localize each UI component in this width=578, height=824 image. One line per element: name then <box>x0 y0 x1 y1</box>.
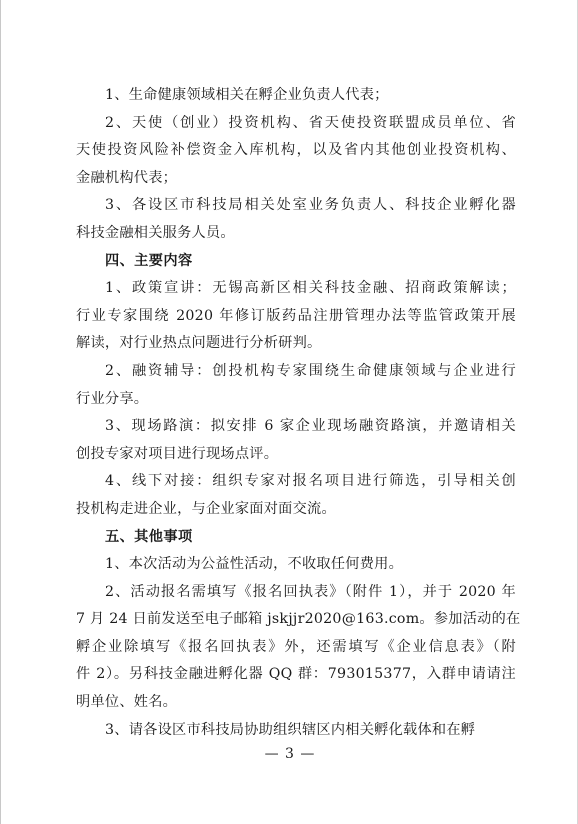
text-line: 2、活动报名需填写《报名回执表》（附件 1），并于 2020 年 <box>105 583 516 600</box>
paragraph <box>76 358 516 413</box>
text-line: 行业专家围绕 2020 年修订版药品注册管理办法等监管政策开展 <box>76 307 516 324</box>
paragraph <box>76 413 516 468</box>
heading-line: 五、其他事项 <box>105 528 193 545</box>
text-line: 天使投资风险补偿资金入库机构，以及省内其他创业投资机构、 <box>76 142 516 159</box>
text-line: 行业分享。 <box>76 390 149 407</box>
page-number: — 3 — <box>264 746 316 762</box>
document-body <box>76 82 521 744</box>
paragraph <box>76 110 516 193</box>
section-heading <box>76 524 516 552</box>
text-line: 3、各设区市科技局相关处室业务负责人、科技企业孵化器 <box>105 197 516 214</box>
paragraph <box>76 192 516 247</box>
text-line: 明单位、姓名。 <box>76 694 178 711</box>
paragraph <box>76 468 516 523</box>
heading-line: 四、主要内容 <box>105 252 193 269</box>
text-line: 7 月 24 日前发送至电子邮箱 jskjjr2020@163.com。参加活动的在 <box>76 611 521 628</box>
paragraph <box>76 82 516 110</box>
text-line: 3、现场路演：拟安排 6 家企业现场融资路演，并邀请相关 <box>105 418 516 435</box>
text-line: 科技金融相关服务人员。 <box>76 224 235 241</box>
text-line: 创投专家对项目进行现场点评。 <box>76 445 279 462</box>
text-line: 金融机构代表； <box>76 169 178 186</box>
text-line: 2、天使（创业）投资机构、省天使投资联盟成员单位、省 <box>105 114 516 131</box>
paragraph <box>76 717 516 745</box>
text-line: 解读，对行业热点问题进行分析研判。 <box>76 335 322 352</box>
paragraph <box>76 579 521 717</box>
text-line: 1、本次活动为公益性活动，不收取任何费用。 <box>105 556 404 573</box>
paragraph <box>76 551 516 579</box>
text-line: 2、融资辅导：创投机构专家围绕生命健康领域与企业进行 <box>105 362 516 379</box>
text-line: 孵企业除填写《报名回执表》外，还需填写《企业信息表》（附 <box>76 638 516 655</box>
text-line: 3、请各设区市科技局协助组织辖区内相关孵化载体和在孵 <box>105 721 476 738</box>
text-line: 1、生命健康领域相关在孵企业负责人代表； <box>105 87 389 103</box>
text-line: 1、政策宣讲：无锡高新区相关科技金融、招商政策解读； <box>105 280 516 297</box>
text-line: 件 2）。另科技金融进孵化器 QQ 群：793015377，入群申请请注 <box>76 666 516 683</box>
text-line: 4、线下对接：组织专家对报名项目进行筛选，引导相关创 <box>105 473 516 490</box>
section-heading <box>76 248 516 276</box>
text-line: 投机构走进企业，与企业家面对面交流。 <box>76 500 336 517</box>
paragraph <box>76 275 516 358</box>
